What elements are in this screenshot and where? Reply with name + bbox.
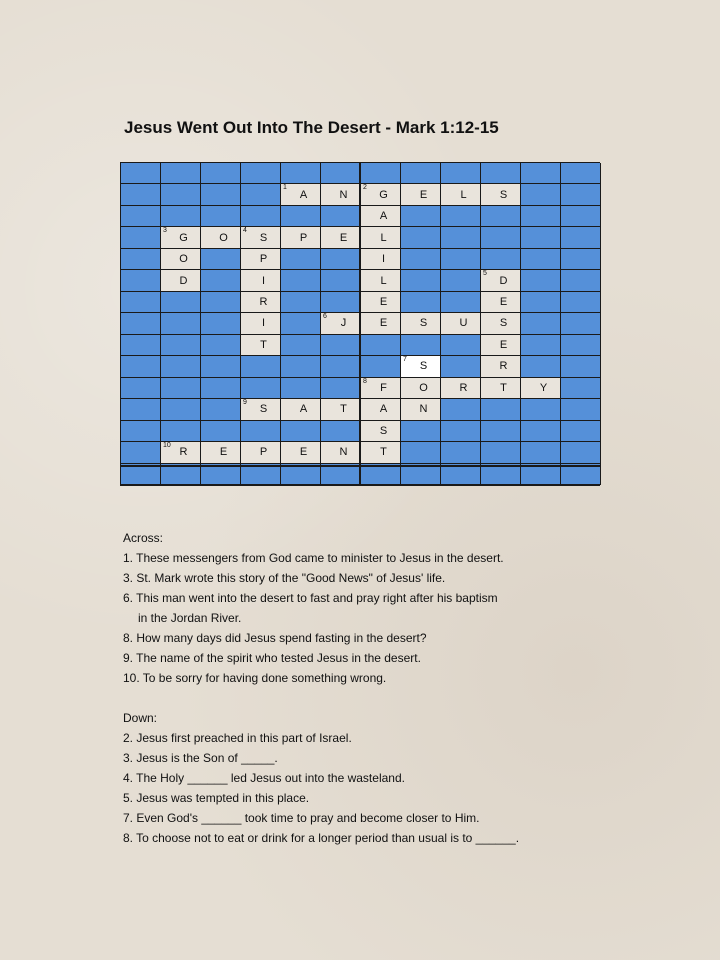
- cell-letter: L: [460, 188, 467, 201]
- grid-blocked-cell: [561, 442, 601, 463]
- grid-blocked-cell: [521, 442, 561, 463]
- clue-number: 4: [243, 227, 247, 235]
- cell-letter: T: [380, 446, 387, 459]
- grid-blocked-cell: [441, 399, 481, 420]
- grid-answer-cell: [361, 421, 401, 442]
- cell-letter: R: [179, 446, 188, 459]
- across-clue-6-continued: in the Jordan River.: [138, 611, 242, 625]
- clue-number: 1: [283, 184, 287, 192]
- cell-letter: N: [339, 188, 348, 201]
- grid-answer-cell: [321, 399, 361, 420]
- grid-blocked-cell: [121, 313, 161, 334]
- across-clue-8: 8. How many days did Jesus spend fasting in the desert?: [123, 631, 427, 645]
- grid-blocked-cell: [281, 356, 321, 377]
- grid-answer-cell: [481, 335, 521, 356]
- cell-letter: G: [179, 231, 188, 244]
- grid-blocked-cell: [161, 335, 201, 356]
- grid-blocked-cell: [521, 335, 561, 356]
- grid-blocked-cell: [201, 356, 241, 377]
- grid-answer-cell: [241, 292, 281, 313]
- clue-number: 9: [243, 399, 247, 407]
- grid-blocked-cell: [161, 206, 201, 227]
- grid-answer-cell: [361, 184, 401, 205]
- grid-answer-cell: [481, 270, 521, 291]
- grid-answer-cell: [161, 249, 201, 270]
- grid-blocked-cell: [241, 206, 281, 227]
- grid-answer-cell: [161, 227, 201, 248]
- grid-blocked-cell: [441, 163, 481, 184]
- grid-blocked-cell: [561, 206, 601, 227]
- cell-letter: L: [380, 274, 387, 287]
- grid-blocked-cell: [121, 335, 161, 356]
- grid-blocked-cell: [121, 399, 161, 420]
- grid-blocked-cell: [521, 313, 561, 334]
- cell-letter: N: [339, 446, 348, 459]
- cell-letter: O: [219, 231, 228, 244]
- grid-blocked-cell: [241, 421, 281, 442]
- clue-number: 3: [163, 227, 167, 235]
- grid-answer-cell: [521, 378, 561, 399]
- grid-blocked-cell: [561, 163, 601, 184]
- grid-answer-cell: [241, 270, 281, 291]
- grid-blocked-cell: [401, 206, 441, 227]
- grid-blocked-cell: [401, 421, 441, 442]
- grid-blocked-cell: [561, 227, 601, 248]
- cell-letter: S: [419, 360, 428, 373]
- down-clue-7: 7. Even God's ______ took time to pray and become closer to Him.: [123, 811, 480, 825]
- cell-letter: E: [339, 231, 348, 244]
- grid-blocked-cell: [241, 378, 281, 399]
- grid-answer-cell: [361, 442, 401, 463]
- grid-blocked-cell: [441, 206, 481, 227]
- grid-blocked-cell: [281, 292, 321, 313]
- grid-blocked-cell: [121, 378, 161, 399]
- grid-answer-cell: [481, 184, 521, 205]
- grid-blocked-cell: [561, 292, 601, 313]
- cell-letter: U: [459, 317, 468, 330]
- grid-blocked-cell: [241, 356, 281, 377]
- grid-answer-cell: [321, 227, 361, 248]
- grid-blocked-cell: [521, 206, 561, 227]
- grid-answer-cell: [361, 249, 401, 270]
- grid-blocked-cell: [201, 163, 241, 184]
- cell-letter: E: [379, 296, 388, 309]
- clue-number: 7: [403, 356, 407, 364]
- grid-blocked-cell: [521, 270, 561, 291]
- grid-answer-cell: [241, 249, 281, 270]
- grid-divider-horizontal: [120, 465, 600, 467]
- grid-blocked-cell: [561, 378, 601, 399]
- grid-blocked-cell: [401, 292, 441, 313]
- cell-letter: F: [380, 381, 387, 394]
- grid-blocked-cell: [121, 249, 161, 270]
- grid-answer-cell: [361, 399, 401, 420]
- grid-blocked-cell: [321, 163, 361, 184]
- cell-letter: A: [379, 210, 388, 223]
- cell-letter: D: [499, 274, 508, 287]
- cell-letter: S: [419, 317, 428, 330]
- cell-letter: A: [299, 403, 308, 416]
- cell-letter: J: [340, 317, 347, 330]
- grid-blocked-cell: [561, 313, 601, 334]
- cell-letter: E: [219, 446, 228, 459]
- grid-blocked-cell: [441, 442, 481, 463]
- grid-answer-cell: [321, 184, 361, 205]
- cell-letter: S: [259, 403, 268, 416]
- down-clue-8: 8. To choose not to eat or drink for a longer period than usual is to ______.: [123, 831, 520, 845]
- grid-blocked-cell: [121, 421, 161, 442]
- grid-blocked-cell: [481, 421, 521, 442]
- grid-blocked-cell: [121, 227, 161, 248]
- grid-blocked-cell: [281, 378, 321, 399]
- grid-blocked-cell: [241, 163, 281, 184]
- cell-letter: T: [340, 403, 347, 416]
- grid-answer-cell: [361, 227, 401, 248]
- grid-answer-cell: [361, 206, 401, 227]
- grid-answer-cell: [241, 313, 281, 334]
- grid-answer-cell: [401, 399, 441, 420]
- grid-answer-cell: [401, 356, 441, 377]
- grid-blocked-cell: [121, 184, 161, 205]
- grid-blocked-cell: [481, 206, 521, 227]
- grid-blocked-cell: [281, 421, 321, 442]
- grid-blocked-cell: [481, 249, 521, 270]
- grid-blocked-cell: [561, 399, 601, 420]
- grid-blocked-cell: [161, 421, 201, 442]
- grid-blocked-cell: [201, 335, 241, 356]
- grid-blocked-cell: [521, 163, 561, 184]
- grid-blocked-cell: [321, 335, 361, 356]
- grid-blocked-cell: [161, 378, 201, 399]
- grid-answer-cell: [201, 227, 241, 248]
- cell-letter: S: [499, 317, 508, 330]
- down-clue-3: 3. Jesus is the Son of _____.: [123, 751, 278, 765]
- clues-section: [123, 528, 519, 848]
- grid-answer-cell: [241, 335, 281, 356]
- grid-blocked-cell: [481, 163, 521, 184]
- cell-letter: Y: [539, 381, 548, 394]
- grid-blocked-cell: [321, 356, 361, 377]
- cell-letter: D: [179, 274, 188, 287]
- grid-blocked-cell: [441, 335, 481, 356]
- grid-blocked-cell: [281, 335, 321, 356]
- grid-answer-cell: [481, 378, 521, 399]
- grid-blocked-cell: [521, 227, 561, 248]
- clue-number: 6: [323, 313, 327, 321]
- grid-answer-cell: [361, 378, 401, 399]
- cell-letter: R: [499, 360, 508, 373]
- grid-blocked-cell: [321, 378, 361, 399]
- grid-blocked-cell: [281, 270, 321, 291]
- grid-blocked-cell: [201, 378, 241, 399]
- grid-blocked-cell: [521, 399, 561, 420]
- grid-blocked-cell: [201, 206, 241, 227]
- grid-blocked-cell: [441, 292, 481, 313]
- grid-blocked-cell: [121, 292, 161, 313]
- clue-number: 2: [363, 184, 367, 192]
- cell-letter: P: [259, 446, 268, 459]
- cell-letter: L: [380, 231, 387, 244]
- cell-letter: S: [259, 231, 268, 244]
- grid-blocked-cell: [161, 184, 201, 205]
- grid-answer-cell: [481, 313, 521, 334]
- grid-blocked-cell: [321, 421, 361, 442]
- cell-letter: T: [260, 338, 267, 351]
- grid-blocked-cell: [441, 270, 481, 291]
- across-heading: Across:: [123, 531, 164, 545]
- grid-blocked-cell: [201, 184, 241, 205]
- cell-letter: E: [379, 317, 388, 330]
- grid-answer-cell: [401, 184, 441, 205]
- grid-blocked-cell: [441, 421, 481, 442]
- grid-blocked-cell: [201, 270, 241, 291]
- grid-blocked-cell: [321, 249, 361, 270]
- grid-blocked-cell: [281, 206, 321, 227]
- cell-letter: I: [381, 253, 386, 266]
- cell-letter: G: [379, 188, 388, 201]
- grid-blocked-cell: [161, 292, 201, 313]
- clue-number: 8: [363, 377, 367, 385]
- grid-answer-cell: [161, 442, 201, 463]
- grid-answer-cell: [201, 442, 241, 463]
- grid-blocked-cell: [121, 442, 161, 463]
- grid-blocked-cell: [401, 227, 441, 248]
- cell-letter: S: [379, 424, 388, 437]
- grid-blocked-cell: [561, 270, 601, 291]
- grid-blocked-cell: [121, 206, 161, 227]
- grid-answer-cell: [401, 313, 441, 334]
- grid-blocked-cell: [361, 335, 401, 356]
- cell-letter: A: [299, 188, 308, 201]
- cell-letter: I: [261, 274, 266, 287]
- cell-letter: N: [419, 403, 428, 416]
- across-clue-3: 3. St. Mark wrote this story of the "Good News" of Jesus' life.: [123, 571, 446, 585]
- grid-answer-cell: [281, 184, 321, 205]
- grid-blocked-cell: [201, 399, 241, 420]
- cell-letter: A: [379, 403, 388, 416]
- across-clue-1: 1. These messengers from God came to minister to Jesus in the desert.: [123, 551, 504, 565]
- grid-answer-cell: [401, 378, 441, 399]
- grid-blocked-cell: [121, 163, 161, 184]
- grid-answer-cell: [481, 292, 521, 313]
- grid-blocked-cell: [321, 292, 361, 313]
- cell-letter: R: [459, 381, 468, 394]
- grid-blocked-cell: [361, 356, 401, 377]
- cell-letter: E: [299, 446, 308, 459]
- grid-answer-cell: [241, 442, 281, 463]
- grid-blocked-cell: [161, 313, 201, 334]
- grid-blocked-cell: [161, 163, 201, 184]
- across-clue-9: 9. The name of the spirit who tested Jesus in the desert.: [123, 651, 421, 665]
- grid-blocked-cell: [521, 249, 561, 270]
- grid-answer-cell: [241, 227, 281, 248]
- grid-blocked-cell: [441, 356, 481, 377]
- grid-blocked-cell: [561, 356, 601, 377]
- grid-blocked-cell: [561, 335, 601, 356]
- grid-blocked-cell: [281, 163, 321, 184]
- down-clue-4: 4. The Holy ______ led Jesus out into the wasteland.: [123, 771, 405, 785]
- cell-letter: S: [499, 188, 508, 201]
- grid-blocked-cell: [521, 421, 561, 442]
- down-heading: Down:: [123, 711, 158, 725]
- grid-blocked-cell: [521, 356, 561, 377]
- grid-blocked-cell: [561, 421, 601, 442]
- grid-blocked-cell: [281, 249, 321, 270]
- grid-answer-cell: [481, 356, 521, 377]
- down-clue-5: 5. Jesus was tempted in this place.: [123, 791, 310, 805]
- grid-answer-cell: [281, 399, 321, 420]
- grid-blocked-cell: [201, 421, 241, 442]
- grid-blocked-cell: [201, 292, 241, 313]
- grid-answer-cell: [321, 442, 361, 463]
- cell-letter: E: [499, 296, 508, 309]
- puzzle-title: Jesus Went Out Into The Desert - Mark 1:12-15: [124, 118, 499, 137]
- grid-blocked-cell: [121, 270, 161, 291]
- grid-blocked-cell: [321, 270, 361, 291]
- grid-blocked-cell: [161, 399, 201, 420]
- down-clue-2: 2. Jesus first preached in this part of Israel.: [123, 731, 352, 745]
- grid-answer-cell: [161, 270, 201, 291]
- clue-number: 10: [163, 442, 171, 450]
- cell-letter: T: [500, 381, 507, 394]
- cell-letter: E: [419, 188, 428, 201]
- grid-blocked-cell: [481, 227, 521, 248]
- grid-blocked-cell: [241, 184, 281, 205]
- across-clue-6: 6. This man went into the desert to fast and pray right after his baptism: [123, 591, 498, 605]
- grid-blocked-cell: [321, 206, 361, 227]
- grid-blocked-cell: [441, 249, 481, 270]
- grid-answer-cell: [281, 442, 321, 463]
- grid-blocked-cell: [481, 399, 521, 420]
- grid-divider-vertical: [359, 162, 361, 486]
- grid-answer-cell: [441, 378, 481, 399]
- grid-blocked-cell: [361, 163, 401, 184]
- grid-answer-cell: [281, 227, 321, 248]
- grid-answer-cell: [361, 270, 401, 291]
- cell-letter: P: [259, 253, 268, 266]
- cell-letter: E: [499, 338, 508, 351]
- grid-blocked-cell: [401, 249, 441, 270]
- cell-letter: O: [179, 253, 188, 266]
- grid-blocked-cell: [561, 249, 601, 270]
- grid-answer-cell: [361, 313, 401, 334]
- cell-letter: O: [419, 381, 428, 394]
- grid-answer-cell: [441, 313, 481, 334]
- cell-letter: I: [261, 317, 266, 330]
- cell-letter: R: [259, 296, 268, 309]
- grid-blocked-cell: [401, 442, 441, 463]
- grid-answer-cell: [441, 184, 481, 205]
- grid-blocked-cell: [161, 356, 201, 377]
- grid-answer-cell: [321, 313, 361, 334]
- cell-letter: P: [299, 231, 308, 244]
- grid-blocked-cell: [441, 227, 481, 248]
- grid-blocked-cell: [201, 249, 241, 270]
- grid-blocked-cell: [281, 313, 321, 334]
- grid-answer-cell: [241, 399, 281, 420]
- grid-blocked-cell: [401, 270, 441, 291]
- grid-blocked-cell: [521, 292, 561, 313]
- clue-number: 5: [483, 270, 487, 278]
- grid-blocked-cell: [481, 442, 521, 463]
- across-clue-10: 10. To be sorry for having done something wrong.: [123, 671, 387, 685]
- grid-blocked-cell: [561, 184, 601, 205]
- grid-blocked-cell: [201, 313, 241, 334]
- grid-blocked-cell: [521, 184, 561, 205]
- grid-blocked-cell: [401, 335, 441, 356]
- grid-blocked-cell: [121, 356, 161, 377]
- grid-answer-cell: [361, 292, 401, 313]
- grid-blocked-cell: [401, 163, 441, 184]
